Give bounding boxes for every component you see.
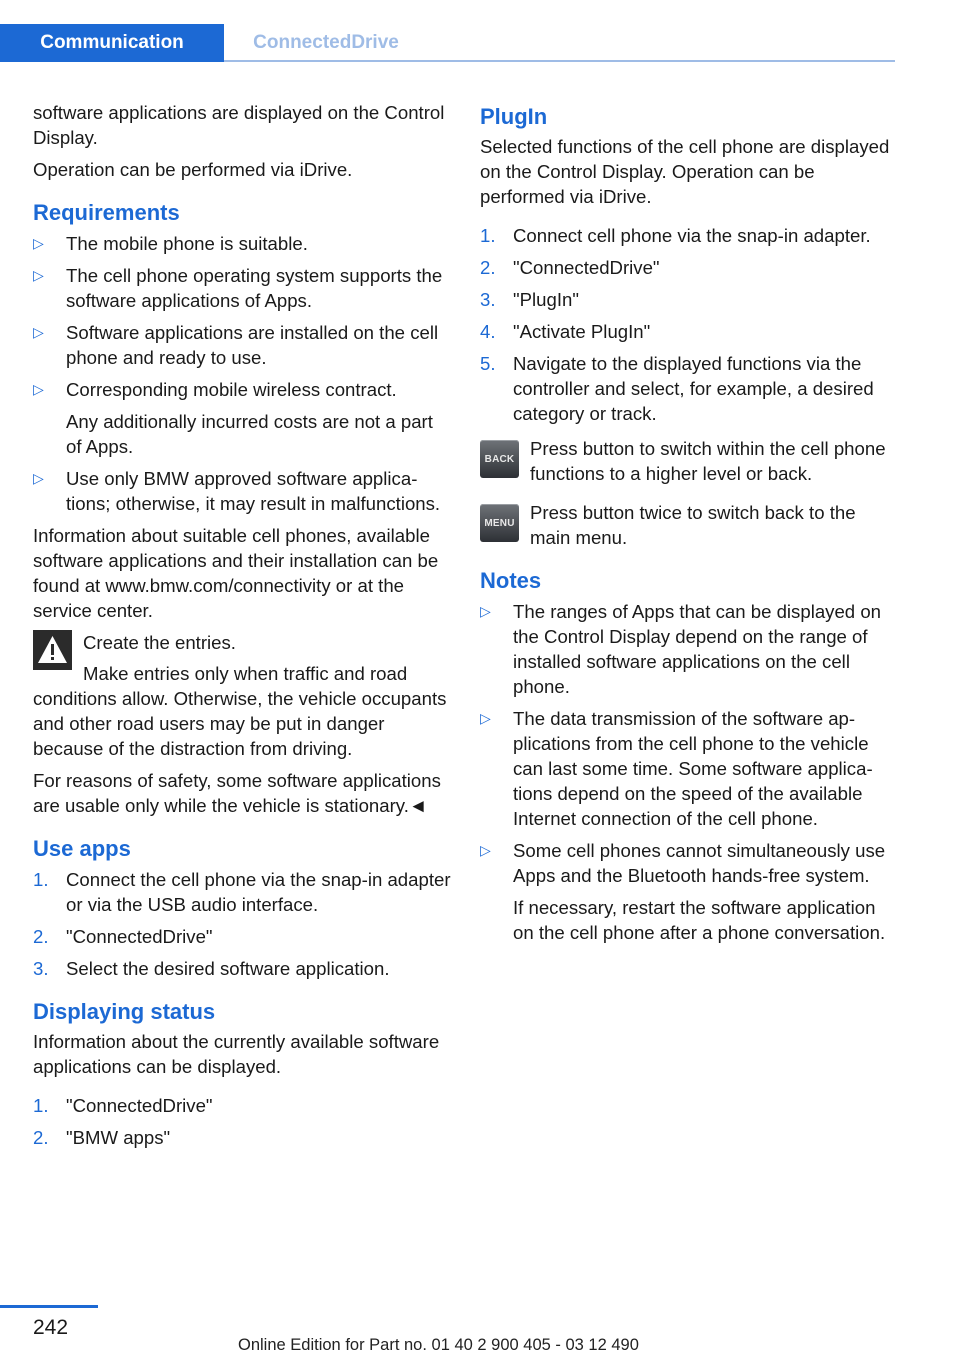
list-item-subtext: Any additionally incurred costs are not a part of Apps. [66, 411, 433, 457]
list-item-text: The ranges of Apps that can be displayed on the Control Display depend on the range of installed software applications on the cell phone. [513, 601, 881, 697]
list-item-text: The cell phone operating system supports the software applications of Apps. [66, 265, 443, 311]
list-item-text: The mobile phone is suitable. [66, 233, 308, 254]
info-paragraph: Information about suitable cell phones, available software applications and their installation can be found at www.bmw.com/connectivity or at the service center. [33, 525, 439, 621]
plugin-steps [480, 223, 898, 426]
list-item-text: "ConnectedDrive" [66, 926, 213, 947]
step-number: 3. [33, 958, 49, 979]
list-item-text: "ConnectedDrive" [66, 1095, 213, 1116]
triangle-bullet-icon: ▷ [480, 710, 491, 726]
tab-communication[interactable]: Communication [0, 24, 224, 62]
requirements-list [33, 231, 451, 516]
warning-title: Create the entries. [83, 632, 236, 653]
triangle-bullet-icon: ▷ [33, 324, 44, 340]
plugin-heading: PlugIn [480, 104, 548, 129]
list-item [480, 351, 898, 426]
list-item [33, 1125, 451, 1150]
list-item-text: "Activate PlugIn" [513, 321, 651, 342]
intro-paragraph: software applications are displayed on the Control Display. [33, 102, 445, 148]
tab-connecteddrive[interactable]: ConnectedDrive [253, 32, 399, 53]
edition-text: Online Edition for Part no. 01 40 2 900 405 - 03 12 490 [238, 1336, 639, 1354]
list-item [480, 319, 898, 344]
list-item [33, 377, 451, 459]
page-number: 242 [33, 1316, 69, 1339]
list-item [33, 867, 451, 917]
step-number: 2. [33, 926, 49, 947]
triangle-bullet-icon: ▷ [480, 842, 491, 858]
list-item-text: Some cell phones cannot simultaneously use Apps and the Bluetooth hands-free system. [513, 840, 886, 886]
list-item [33, 1093, 451, 1118]
step-number: 4. [480, 321, 496, 342]
step-number: 1. [33, 869, 49, 890]
step-number: 1. [33, 1095, 49, 1116]
back-key-text: Press button to switch within the cell phone functions to a higher level or back. [530, 438, 886, 484]
triangle-bullet-icon: ▷ [33, 267, 44, 283]
footer-divider [0, 1305, 98, 1308]
notes-list [480, 599, 898, 945]
list-item-text: Connect the cell phone via the snap-in adapter or via the USB audio interface. [66, 869, 451, 915]
displaying-status-heading: Displaying status [33, 999, 216, 1024]
warning-text [33, 661, 451, 761]
list-item [33, 263, 451, 313]
step-number: 3. [480, 289, 496, 310]
right-column [480, 100, 898, 952]
back-key-icon: BACK [480, 440, 519, 478]
list-item-text: "BMW apps" [66, 1127, 171, 1148]
triangle-bullet-icon: ▷ [33, 381, 44, 397]
list-item [33, 320, 451, 370]
list-item-text: Software applications are installed on the cell phone and ready to use. [66, 322, 439, 368]
list-item [480, 706, 898, 831]
step-number: 2. [33, 1127, 49, 1148]
list-item [480, 599, 898, 699]
list-item [33, 956, 451, 981]
requirements-heading: Requirements [33, 200, 180, 225]
safety-paragraph: For reasons of safety, some software applications are usable only while the vehicle is stationary.◄ [33, 770, 441, 816]
list-item-subtext: If necessary, restart the software application on the cell phone after a phone conversation. [513, 897, 886, 943]
warning-note [33, 630, 451, 655]
triangle-bullet-icon: ▷ [33, 470, 44, 486]
status-steps [33, 1093, 451, 1150]
list-item [480, 838, 898, 945]
triangle-bullet-icon: ▷ [33, 235, 44, 251]
chapter-header [0, 24, 895, 62]
plugin-paragraph: Selected functions of the cell phone are displayed on the Control Display. Operation can be performed via iDrive. [480, 136, 890, 207]
list-item [480, 287, 898, 312]
list-item-text: Corresponding mobile wireless contract. [66, 379, 397, 400]
list-item-text: Navigate to the displayed functions via the controller and select, for example, a desired category or track. [513, 353, 874, 424]
back-button-note [480, 436, 898, 486]
use-apps-heading: Use apps [33, 836, 131, 861]
list-item [33, 231, 451, 256]
triangle-bullet-icon: ▷ [480, 603, 491, 619]
list-item-text: "ConnectedDrive" [513, 257, 660, 278]
use-apps-steps [33, 867, 451, 981]
list-item [33, 924, 451, 949]
left-column [33, 100, 451, 1157]
step-number: 1. [480, 225, 496, 246]
menu-key-text: Press button twice to switch back to the main menu. [530, 502, 856, 548]
list-item-text: Connect cell phone via the snap-in adapter. [513, 225, 871, 246]
warning-body: Make entries only when traffic and road conditions allow. Otherwise, the vehicle occupants and other road users may be put in danger because of the distraction from driving. [33, 663, 447, 759]
step-number: 2. [480, 257, 496, 278]
header-divider [224, 60, 895, 62]
list-item-text: Use only BMW approved software applications; otherwise, it may result in malfunctions. [66, 468, 441, 514]
warning-triangle-icon [33, 630, 72, 670]
list-item-text: The data transmission of the software applications from the cell phone to the vehicle can last some time. Some software applications depend on the speed of the available Internet connection of the cell phone. [513, 708, 873, 829]
list-item [480, 223, 898, 248]
list-item [33, 466, 451, 516]
menu-key-icon: MENU [480, 504, 519, 542]
menu-button-note [480, 500, 898, 550]
list-item [480, 255, 898, 280]
status-paragraph: Information about the currently available software applications can be displayed. [33, 1031, 440, 1077]
idrive-paragraph: Operation can be performed via iDrive. [33, 159, 353, 180]
list-item-text: "PlugIn" [513, 289, 579, 310]
notes-heading: Notes [480, 568, 542, 593]
step-number: 5. [480, 353, 496, 374]
list-item-text: Select the desired software application. [66, 958, 390, 979]
